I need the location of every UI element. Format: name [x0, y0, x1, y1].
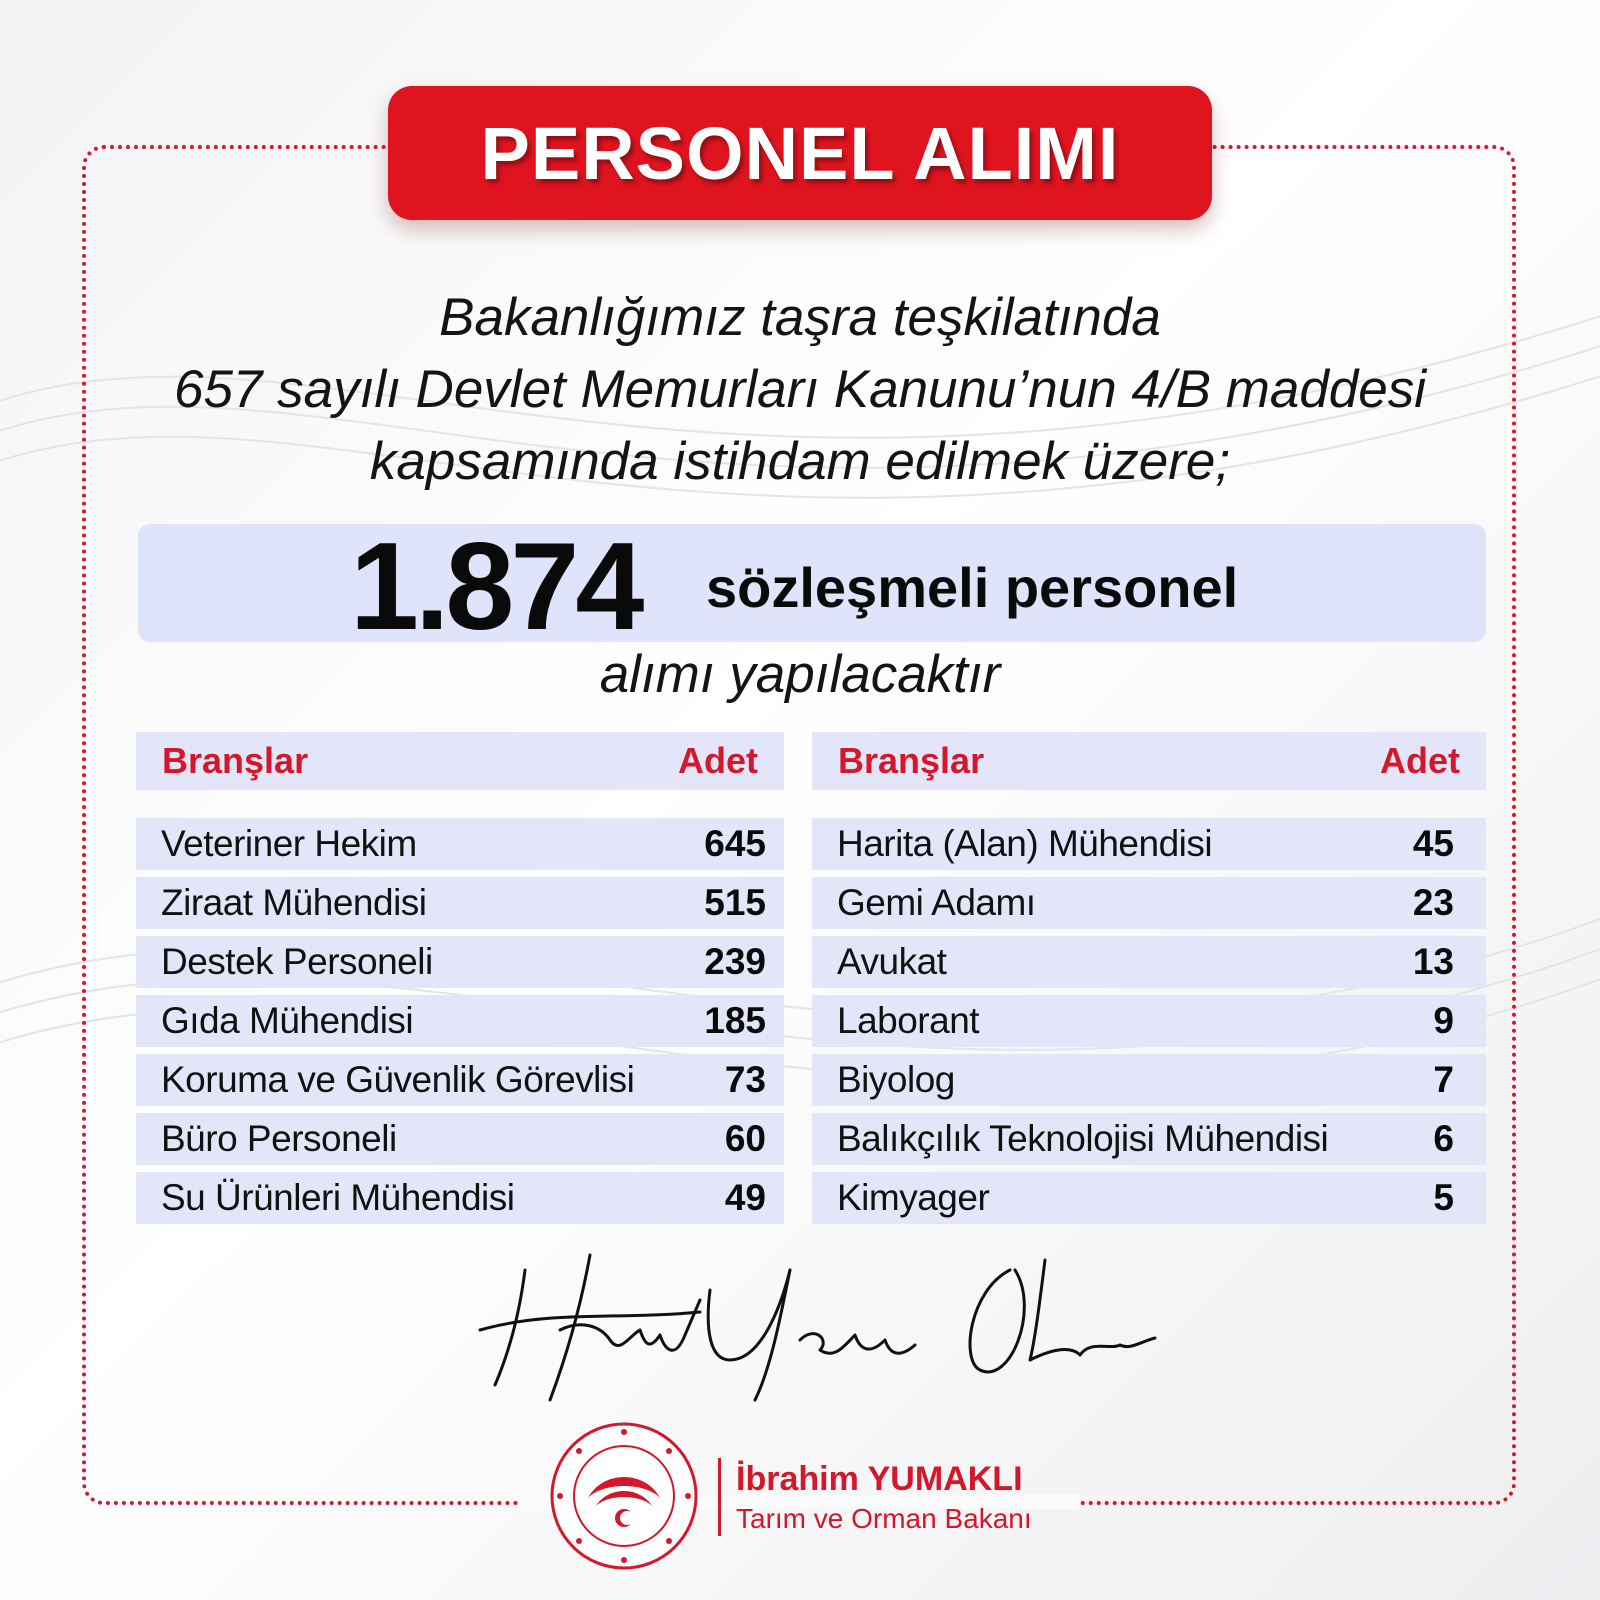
table-header [812, 732, 1486, 790]
row-count: 49 [724, 1177, 766, 1218]
row-count: 239 [704, 941, 766, 982]
minister-title: Tarım ve Orman Bakanı [736, 1503, 1032, 1534]
table-row [136, 1172, 784, 1224]
table-row [812, 1172, 1486, 1224]
row-count: 7 [1433, 1059, 1454, 1100]
header-count: Adet [678, 740, 758, 781]
row-name: Gıda Mühendisi [161, 1000, 414, 1041]
table-row [812, 877, 1486, 929]
signature-divider [718, 1458, 721, 1536]
minister-name: İbrahim YUMAKLI [736, 1460, 1023, 1498]
table-row [136, 936, 784, 988]
table-row [812, 1054, 1486, 1106]
row-name: Laborant [837, 1000, 980, 1041]
row-name: Kimyager [837, 1177, 990, 1218]
table-row [136, 1113, 784, 1165]
row-count: 6 [1433, 1118, 1454, 1159]
row-count: 13 [1412, 941, 1454, 982]
table-row [812, 1113, 1486, 1165]
row-name: Büro Personeli [161, 1118, 397, 1159]
row-count: 5 [1433, 1177, 1454, 1218]
header-branch: Branşlar [838, 740, 985, 781]
row-count: 645 [704, 823, 766, 864]
row-name: Balıkçılık Teknolojisi Mühendisi [837, 1118, 1329, 1159]
total-label: sözleşmeli personel [706, 556, 1239, 619]
row-count: 515 [704, 882, 766, 923]
row-name: Destek Personeli [161, 941, 433, 982]
row-name: Ziraat Mühendisi [161, 882, 427, 923]
row-name: Su Ürünleri Mühendisi [161, 1177, 515, 1218]
table-row [812, 995, 1486, 1047]
header-count: Adet [1380, 740, 1460, 781]
row-name: Koruma ve Güvenlik Görevlisi [161, 1059, 635, 1100]
table-row [136, 877, 784, 929]
intro-line-1: Bakanlığımız taşra teşkilatında [439, 288, 1161, 347]
row-count: 60 [724, 1118, 766, 1159]
header-branch: Branşlar [162, 740, 309, 781]
ministry-seal-emblem [548, 1420, 700, 1572]
intro-text [100, 282, 1500, 498]
table-header [136, 732, 784, 790]
table-row [812, 818, 1486, 870]
signature-hayirli-ugurlu-olsun [470, 1250, 1160, 1410]
row-name: Gemi Adamı [837, 882, 1036, 923]
page-title: PERSONEL ALIMI [480, 111, 1120, 195]
row-name: Veteriner Hekim [161, 823, 417, 864]
table-row [812, 936, 1486, 988]
table-row [136, 1054, 784, 1106]
title-badge [388, 86, 1212, 220]
row-count: 73 [724, 1059, 766, 1100]
row-name: Harita (Alan) Mühendisi [837, 823, 1213, 864]
row-count: 185 [704, 1000, 766, 1041]
row-count: 45 [1412, 823, 1454, 864]
total-sublabel: alımı yapılacaktır [599, 645, 1001, 704]
row-count: 23 [1412, 882, 1454, 923]
row-name: Biyolog [837, 1059, 955, 1100]
table-row [136, 995, 784, 1047]
branch-table-left [136, 732, 784, 1231]
total-count: 1.874 [350, 518, 641, 656]
row-name: Avukat [837, 941, 947, 982]
table-row [136, 818, 784, 870]
row-count: 9 [1433, 1000, 1454, 1041]
intro-line-2: 657 sayılı Devlet Memurları Kanunu’nun 4/B maddesi [173, 360, 1427, 419]
intro-line-3: kapsamında istihdam edilmek üzere; [369, 432, 1231, 491]
branch-table-right [812, 732, 1486, 1231]
